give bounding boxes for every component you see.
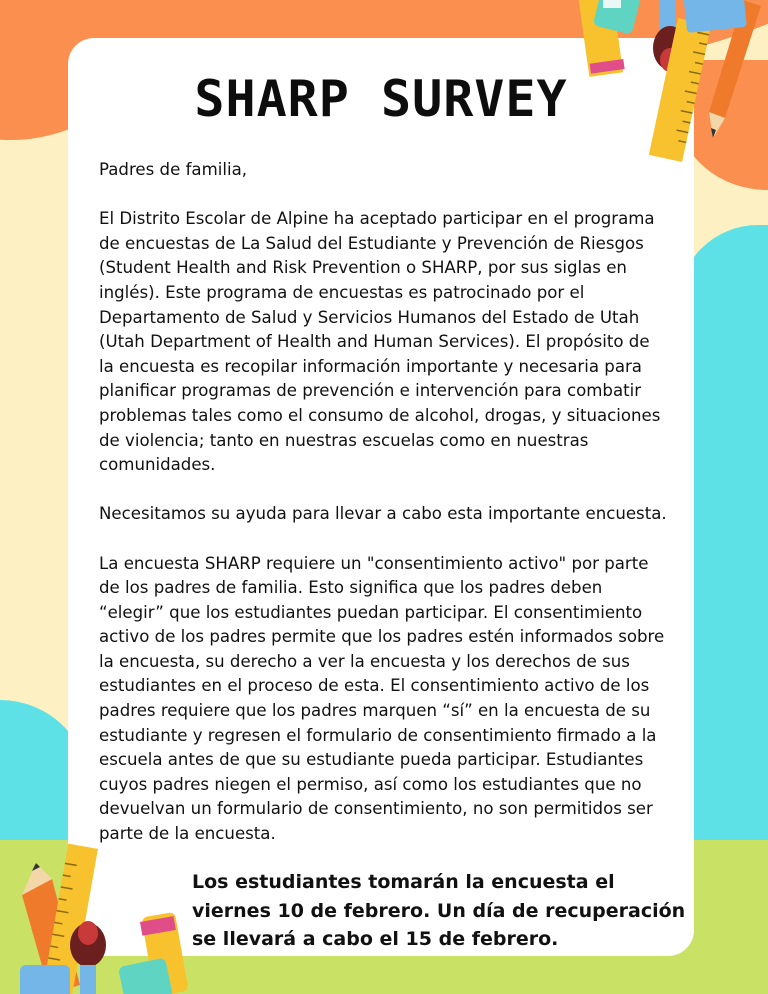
- greeting: Padres de familia,: [99, 160, 248, 179]
- page-title: SHARP SURVEY: [194, 70, 568, 128]
- survey-date-note: Los estudiantes tomarán la encuesta el viernes 10 de febrero. Un día de recuperación se llevará a cabo el 15 de febrero.: [192, 871, 686, 950]
- paragraph-help: Necesitamos su ayuda para llevar a cabo esta importante encuesta.: [99, 504, 667, 524]
- eraser-icon: [20, 965, 70, 994]
- paragraph-consent: La encuesta SHARP requiere un "consentimiento activo" por parte de los padres de familia. Esto significa que los padres deben “elegir” que los estudiantes puedan participar. El consentimiento activo de los padres permite que los padres estén informados sobre la encuesta, su derecho a ver la encuesta y los derechos de sus estudiantes en el proceso de esta. El consentimiento activo de los padres requiere que los padres marquen “sí” en la encuesta de su estudiante y regresen el formulario de consentimiento firmado a la escuela antes de que su estudiante pueda participar. Estudiantes cuyos padres niegen el permiso, así como los estudiantes que no devuelvan un formulario de consentimiento, no son permitidos ser parte de la encuesta.: [99, 553, 665, 844]
- paragraph-intro: El Distrito Escolar de Alpine ha aceptado participar en el programa de encuestas de La Salud del Estudiante y Prevención de Riesgos (Student Health and Risk Prevention o SHARP, por sus siglas en inglés). Este programa de encuestas es patrocinado por el Departamento de Salud y Servicios Humanos del Estado de Utah (Utah Department of Health and Human Services). El propósito de la encuesta es recopilar información importante y necesaria para planificar programas de prevención e intervención para combatir problemas tales como el consumo de alcohol, drogas, y situaciones de violencia; tanto en nuestras escuelas como en nuestras comunidades.: [99, 209, 661, 475]
- eraser-icon: [118, 957, 173, 994]
- letter-body: [99, 158, 669, 871]
